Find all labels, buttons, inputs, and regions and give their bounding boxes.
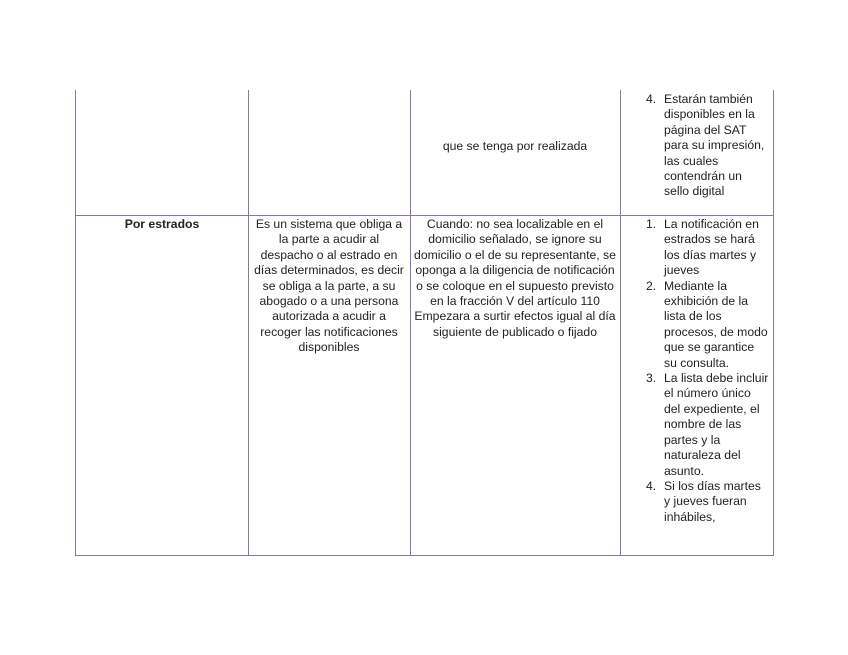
list-item-text: La notificación en estrados se hará los días martes y jueves — [664, 217, 759, 278]
list-item — [646, 92, 770, 200]
list-item-number: 4. — [646, 92, 657, 106]
list-item — [646, 279, 770, 371]
list-item-text: La lista debe incluir el número único del expediente, el nombre de las partes y la naturaleza del asunto. — [664, 371, 769, 478]
table-border-bottom — [75, 555, 774, 556]
top-row-col3-text: que se tenga por realizada — [442, 139, 588, 153]
method-description: Es un sistema que obliga a la parte a acudir al despacho o al estrado en días determinados, es decir se obliga a la parte, a su abogado o a una persona autorizada a acudir a recoger las notificaciones disponibles — [254, 217, 404, 355]
method-label: Por estrados — [124, 217, 200, 231]
list-item-text: Si los días martes y jueves fueran inhábiles, — [664, 478, 761, 524]
list-item-text: Mediante la exhibición de la lista de los procesos, de modo que se garantice su consulta. — [664, 278, 768, 370]
method-steps-list — [646, 217, 770, 525]
table-border-col3 — [410, 90, 411, 556]
list-item — [646, 217, 770, 279]
table-row-divider — [75, 215, 774, 216]
list-item-number: 3. — [646, 371, 657, 386]
list-item-number: 4. — [646, 478, 657, 493]
method-when: Cuando: no sea localizable en el domicilio señalado, se ignore su domicilio o el de su representante, se oponga a la diligencia de notificación o se coloque en el supuesto previsto en la fracción V del artículo 110 Empezara a surtir efectos igual al día siguiente de publicado o fijado — [414, 217, 616, 339]
list-item-number: 2. — [646, 278, 657, 293]
table-border-col2 — [248, 90, 249, 556]
list-item-text: Estarán también disponibles en la página del SAT para su impresión, las cuales contendrán un sello digital — [664, 92, 765, 199]
top-row-col4-list — [646, 92, 770, 200]
table-border-right — [773, 90, 774, 556]
list-item-number: 1. — [646, 217, 657, 231]
list-item — [646, 371, 770, 479]
list-item — [646, 479, 770, 525]
table-border-col4 — [620, 90, 621, 556]
table-border-left — [75, 90, 76, 556]
